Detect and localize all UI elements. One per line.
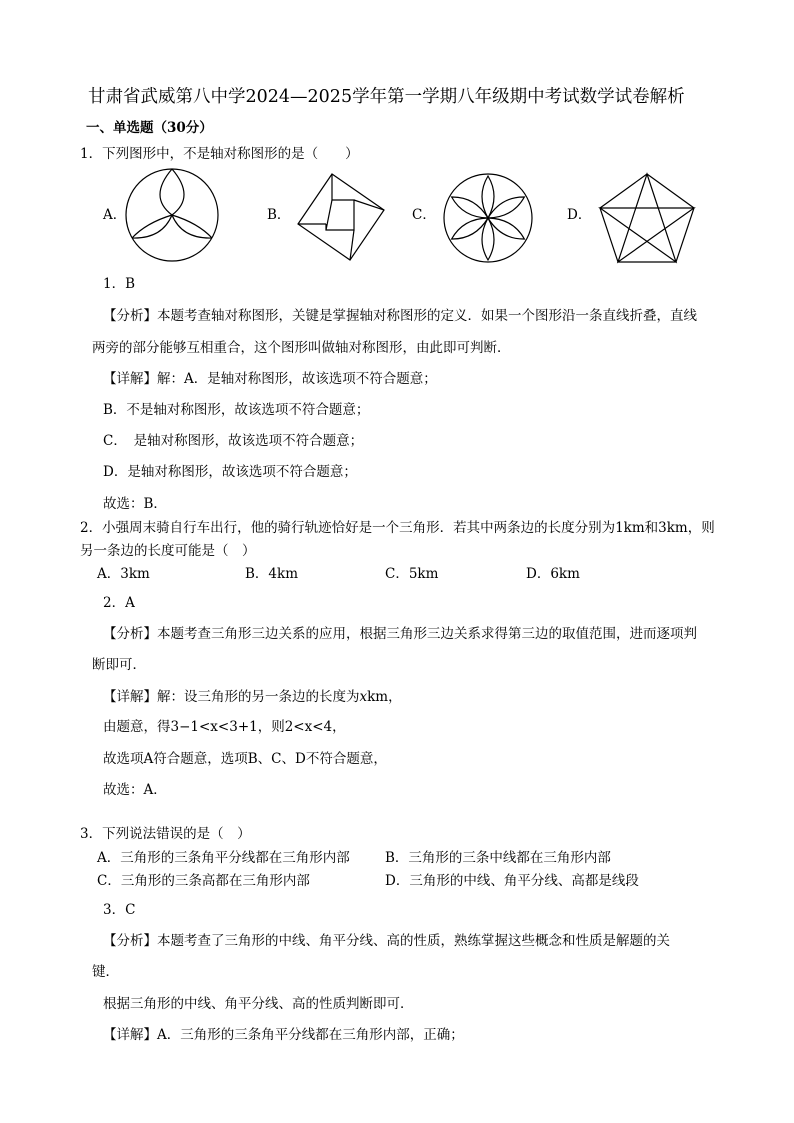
- q2-detail-unit: km，: [367, 689, 402, 705]
- page-title: 甘肃省武威第八中学2024—2025学年第一学期八年级期中考试数学试卷解析: [88, 87, 685, 107]
- q2-stem-line1: 2．小强周末骑自行车出行，他的骑行轨迹恰好是一个三角形．若其中两条边的长度分别为1km和3km，则: [80, 520, 715, 536]
- q1-label-d: D．: [567, 207, 592, 223]
- q1-label-a: A．: [103, 207, 127, 223]
- q1-figure-d: [598, 172, 696, 264]
- q2-detail-variable: x: [359, 689, 368, 705]
- q2-step1: 由题意，得3−1<x<3+1，则2<x<4，: [103, 719, 346, 735]
- q2-detail-text: 【详解】解：设三角形的另一条边的长度为: [103, 689, 360, 705]
- q3-stem: 3．下列说法错误的是（ ）: [80, 826, 251, 842]
- q2-option-b: B．4km: [245, 566, 298, 582]
- q2-stem-line2: 另一条边的长度可能是（ ）: [80, 543, 256, 559]
- q2-option-c: C．5km: [385, 566, 439, 582]
- q1-figure-a: [124, 167, 220, 263]
- q2-option-d: D．6km: [526, 566, 580, 582]
- q2-step2: 故选项A符合题意，选项B、C、D不符合题意，: [103, 751, 387, 767]
- q1-stem: 1．下列图形中，不是轴对称图形的是（ ）: [80, 146, 359, 162]
- q2-answer: 2．A: [103, 595, 135, 611]
- q1-detail-b: B．不是轴对称图形，故该选项不符合题意；: [103, 402, 370, 418]
- q1-detail: 【详解】解：A．是轴对称图形，故该选项不符合题意；: [103, 371, 437, 387]
- q1-analysis-line1: 【分析】本题考查轴对称图形，关键是掌握轴对称图形的定义．如果一个图形沿一条直线折叠，直线: [103, 308, 697, 324]
- q1-detail-d: D．是轴对称图形，故该选项不符合题意；: [103, 464, 357, 480]
- q2-analysis-line1: 【分析】本题考查三角形三边关系的应用，根据三角形三边关系求得第三边的取值范围，进而逐项判: [103, 626, 697, 642]
- q3-option-b: B．三角形的三条中线都在三角形内部: [385, 850, 611, 866]
- q3-analysis-line3: 根据三角形的中线、角平分线、高的性质判断即可．: [103, 996, 414, 1012]
- q3-option-c: C．三角形的三条高都在三角形内部: [97, 873, 310, 889]
- q1-answer: 1．B: [103, 276, 136, 292]
- q1-label-c: C．: [412, 207, 436, 223]
- q1-detail-c: C． 是轴对称图形，故该选项不符合题意；: [103, 433, 364, 449]
- q1-figure-b: [294, 172, 386, 262]
- q1-figure-c: [442, 172, 534, 264]
- q3-analysis-line1: 【分析】本题考查了三角形的中线、角平分线、高的性质，熟练掌握这些概念和性质是解题的关: [103, 933, 670, 949]
- q2-choice: 故选：A．: [103, 782, 167, 798]
- section-heading: 一、单选题（30分）: [86, 120, 213, 136]
- q1-analysis-line2: 两旁的部分能够互相重合，这个图形叫做轴对称图形，由此即可判断．: [92, 340, 511, 356]
- q3-option-d: D．三角形的中线、角平分线、高都是线段: [385, 873, 639, 889]
- q3-detail: 【详解】A．三角形的三条角平分线都在三角形内部，正确；: [103, 1027, 464, 1043]
- q2-detail: [103, 688, 402, 706]
- q2-analysis-line2: 断即可．: [92, 657, 146, 673]
- q1-label-b: B．: [267, 207, 291, 223]
- q3-analysis-line2: 键．: [92, 964, 119, 980]
- q2-option-a: A．3km: [97, 566, 150, 582]
- q3-answer: 3．C: [103, 902, 136, 918]
- q3-option-a: A．三角形的三条角平分线都在三角形内部: [97, 850, 350, 866]
- q1-choice: 故选：B．: [103, 496, 167, 512]
